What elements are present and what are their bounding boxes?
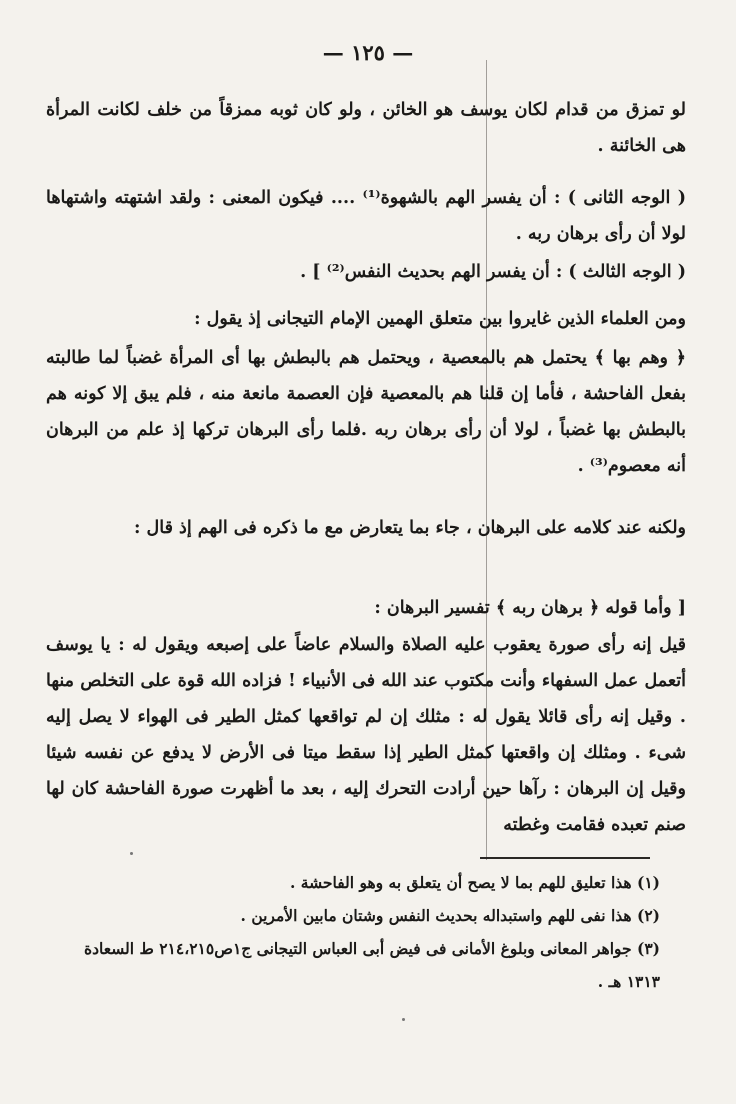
paragraph-burhan-heading: [ وأما قوله ﴿ برهان ربه ﴾ تفسير البرهان : bbox=[374, 598, 686, 618]
footnote-3: (٣) جواهر المعانى وبلوغ الأمانى فى فيض أبى العباس التيجانى ج١ص٢١٤،٢١٥ ط السعادة ١٣١٣ هـ . bbox=[84, 939, 660, 991]
scan-speck bbox=[402, 1018, 405, 1021]
paragraph-1: لو تمزق من قدام لكان يوسف هو الخائن ، ولو كان ثوبه ممزقاً من خلف لكانت المرأة هى الخائنة . bbox=[46, 100, 686, 156]
paragraph-scholars: ومن العلماء الذين غايروا بين متعلق الهمين الإمام التيجانى إذ يقول : bbox=[194, 309, 686, 329]
scan-speck bbox=[130, 852, 133, 855]
footnote-separator bbox=[480, 857, 650, 859]
paragraph-second-aspect: ( الوجه الثانى ) : أن يفسر الهم بالشهوة⁽¹⁾ .... فيكون المعنى : ولقد اشتهته واشتهاها لولا أن رأى برهان ربه . bbox=[46, 188, 686, 244]
paragraph-third-aspect: ( الوجه الثالث ) : أن يفسر الهم بحديث النفس⁽²⁾ ] . bbox=[300, 262, 686, 282]
footnote-2: (٢) هذا نفى للهم واستبداله بحديث النفس وشتان مابين الأمرين . bbox=[240, 906, 660, 925]
paragraph-burhan-intro: ولكنه عند كلامه على البرهان ، جاء بما يتعارض مع ما ذكره فى الهم إذ قال : bbox=[133, 518, 686, 538]
footnote-1: (١) هذا تعليق للهم بما لا يصح أن يتعلق به وهو الفاحشة . bbox=[289, 873, 660, 892]
paragraph-quote-tijani: ﴿ وهم بها ﴾ يحتمل هم بالمعصية ، ويحتمل هم بالبطش بها أى المرأة غضباً لما طالبته بفعل الفاحشة ، فأما إن قلنا هم بالمعصية فإن العصمة مانعة منه ، فلم يبق إلا كونه هم بالبطش بها غضباً ، لولا أن رأى برهان ربه .فلما رأى البرهان تركها إذ علم من البرهان أنه معصوم⁽³⁾ . bbox=[46, 348, 686, 476]
page-number: — ١٢٥ — bbox=[322, 40, 414, 65]
paragraph-burhan-explanation: قيل إنه رأى صورة يعقوب عليه الصلاة والسلام عاضاً على إصبعه ويقول له : يا يوسف أتعمل عمل السفهاء وأنت مكتوب عند الله فى الأنبياء ! فزاده الله قوة على التخلص منها . وقيل إنه رأى قائلا يقول له : مثلك إن لم تواقعها كمثل الطير فى الهواء لا يصل إليه شىء . ومثلك إن واقعتها كمثل الطير إذا سقط ميتا فى الأرض لا يدفع عن نفسه شيئا وقيل إن البرهان : رآها حين أرادت التحرك إليه ، بعد ما أظهرت صورة الفاحشة كان لها صنم تعبده فقامت وغطته bbox=[46, 635, 686, 835]
footnotes bbox=[60, 866, 660, 998]
